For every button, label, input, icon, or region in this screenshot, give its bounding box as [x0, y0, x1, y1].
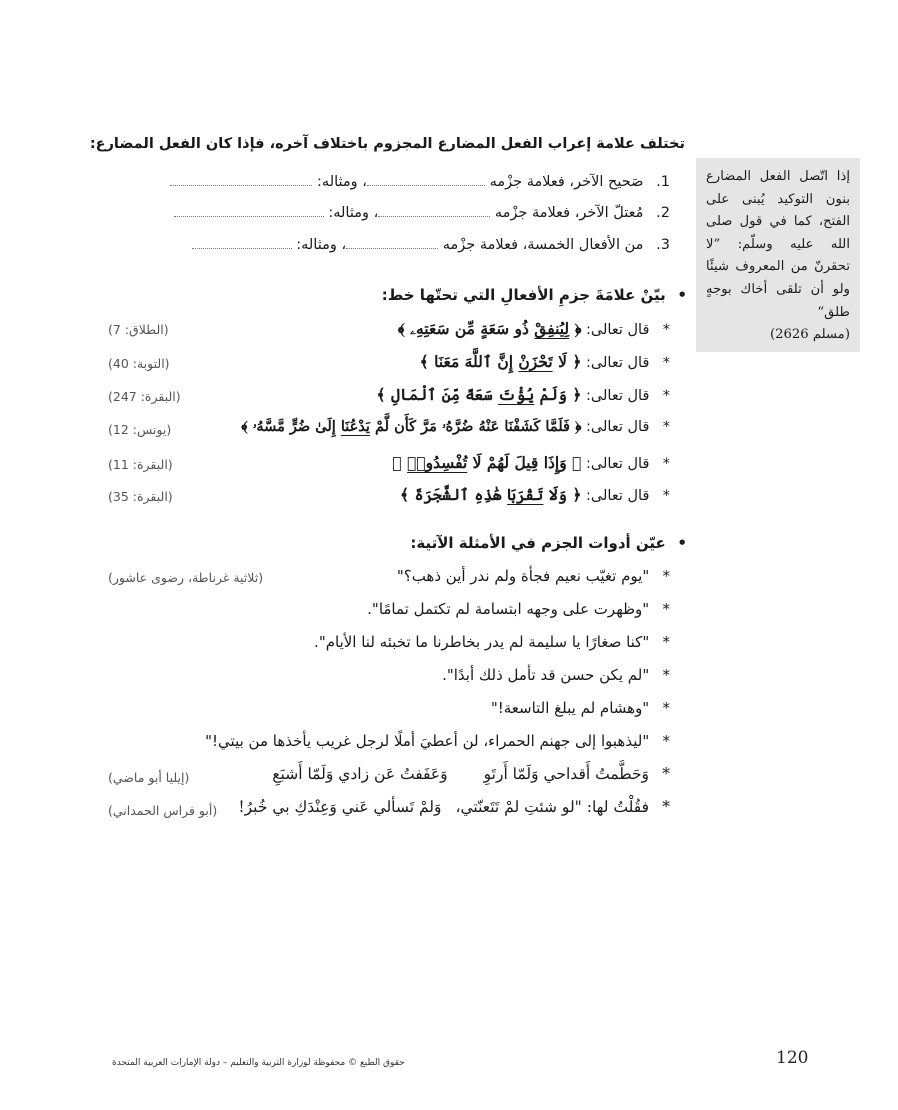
blank-line[interactable] — [346, 238, 438, 249]
underlined-verb: لِيُنفِقْ — [534, 319, 570, 338]
poem-second-hemistich: وَلمْ تَسألي عَني وَعِنْدَكِ بي خُبرُ! — [238, 798, 442, 816]
star-icon: * — [662, 732, 670, 750]
verse-prefix: قال تعالى: — [586, 355, 650, 371]
underlined-verb: يَدْعُنَا — [340, 418, 370, 435]
quote-row — [397, 567, 670, 585]
copyright-footer: حقوق الطبع © محفوظة لوزارة التربية والتعليم – دولة الإمارات العربية المتحدة — [112, 1058, 405, 1068]
blank-line[interactable] — [174, 206, 324, 217]
fill-row-mid: ، ومثاله: — [296, 237, 347, 253]
underlined-verb: تَقْرَبَا — [507, 485, 544, 504]
verse-ref: (البقرة: 11) — [108, 457, 173, 472]
bullet-icon: • — [677, 534, 687, 552]
star-icon: * — [662, 666, 670, 684]
verse-text: ﴿ وَلَا تَقْرَبَا هَٰذِهِ ٱلشَّجَرَةَ ﴾ — [400, 485, 582, 504]
quote-row — [205, 732, 670, 750]
verse-prefix: قال تعالى: — [586, 388, 650, 404]
star-icon: * — [662, 456, 670, 472]
underlined-verb: يُؤْتَ — [497, 385, 535, 404]
verse-ref: (البقرة: 247) — [108, 389, 181, 404]
intro-heading: تختلف علامة إعراب الفعل المضارع المجزوم باختلاف آخره، فإذا كان الفعل المضارع: — [89, 136, 685, 152]
verse-prefix: قال تعالى: — [586, 456, 650, 472]
verse-text: ﴿ وَلَمْ يُؤْتَ سَعَةً مِّنَ ٱلْمَالِ ﴾ — [376, 385, 582, 404]
verse-ref: (يونس: 12) — [108, 422, 172, 437]
verse-prefix: قال تعالى: — [586, 488, 650, 504]
section-1-heading — [382, 286, 687, 304]
bullet-icon: • — [677, 286, 687, 304]
fill-row-lead: مُعتلّ الآخر، فعلامة جزْمه — [494, 205, 644, 221]
verse-row-2 — [420, 352, 670, 371]
verse-row-5 — [392, 453, 670, 472]
star-icon: * — [662, 765, 670, 783]
poem-row — [238, 798, 670, 816]
fill-row-lead: صَحيح الآخر، فعلامة جزْمه — [489, 174, 644, 190]
fill-row-3 — [192, 237, 670, 253]
fill-row-mid: ، ومثاله: — [317, 174, 367, 190]
quote-text: "لم يكن حسن قد تأمل ذلك أبدًا". — [442, 666, 650, 684]
star-icon: * — [662, 567, 670, 585]
fill-row-lead: من الأفعال الخمسة، فعلامة جزْمه — [442, 237, 644, 253]
fill-row-1 — [170, 174, 670, 190]
quote-row — [314, 633, 670, 651]
verse-ref: (الطلاق: 7) — [108, 322, 169, 337]
quote-row — [491, 699, 670, 717]
sidebar-note-text: إذا اتّصل الفعل المضارع بنون التوكيد يُبنى على الفتح، كما في قول صلى الله عليه وسلّم: ”لا تحقرنّ من المعروف شيئًا ولو أن تلقى أخاك بوجهٍ طلق“ — [706, 169, 850, 320]
star-icon: * — [662, 699, 670, 717]
quote-text: "وهشام لم يبلغ التاسعة!" — [490, 699, 650, 717]
verse-ref: (البقرة: 35) — [108, 489, 173, 504]
poem-first-hemistich: وَحَطَّمتُ أَقداحي وَلَمّا أَرتَوِ — [483, 765, 650, 783]
fill-row-2 — [174, 205, 670, 221]
fill-row-number: 1. — [656, 174, 670, 190]
quote-ref: (ثلاثية غرناطة، رضوى عاشور) — [108, 570, 264, 585]
poem-first-hemistich: فقُلْتُ لها: "لو شئتِ لمْ تَتَعنّتي، — [455, 798, 650, 816]
star-icon: * — [662, 488, 670, 504]
quote-text: "يوم تغيّب نعيم فجأة ولم ندر أين ذهب؟" — [396, 567, 650, 585]
verse-text: ﴿ وَإِذَا قِيلَ لَهُمْ لَا تُفْسِدُوا۟ ﴾ — [392, 453, 582, 472]
star-icon: * — [662, 388, 670, 404]
verse-row-6 — [400, 485, 670, 504]
star-icon: * — [662, 419, 670, 435]
fill-row-number: 3. — [656, 237, 670, 253]
verse-text: ﴿ فَلَمَّا كَشَفْنَا عَنْهُ ضُرَّهُۥ مَرَّ كَأَن لَّمْ يَدْعُنَا إِلَىٰ ضُرٍّ مَّسَّهُۥ ﴾ — [241, 418, 582, 435]
section-2-heading-text: عيّن أدوات الجزم في الأمثلة الآتية: — [410, 534, 666, 552]
blank-line[interactable] — [367, 175, 485, 186]
blank-line[interactable] — [170, 175, 312, 186]
verse-row-4 — [241, 418, 670, 435]
star-icon: * — [662, 798, 670, 816]
verse-text: ﴿ لَا تَحْزَنْ إِنَّ ٱللَّهَ مَعَنَا ﴾ — [419, 352, 582, 371]
verse-prefix: قال تعالى: — [586, 322, 650, 338]
star-icon: * — [662, 600, 670, 618]
verse-ref: (التوبة: 40) — [108, 356, 170, 371]
underlined-verb: تَحْزَنْ — [518, 352, 553, 371]
page-number: 120 — [776, 1048, 809, 1068]
fill-row-number: 2. — [656, 205, 670, 221]
star-icon: * — [662, 633, 670, 651]
poem-row — [272, 765, 670, 783]
quote-row — [442, 666, 670, 684]
poem-second-hemistich: وَعَفَفتُ عَن زادي وَلَمّا أَشبَعِ — [272, 765, 448, 783]
verse-row-1 — [398, 319, 670, 339]
quote-row — [367, 600, 670, 618]
quote-text: "ليذهبوا إلى جهنم الحمراء، لن أعطيَ أملًا لرجل غريب يأخذها من بيتي!" — [205, 732, 650, 750]
sidebar-note — [696, 158, 860, 352]
star-icon: * — [662, 355, 670, 371]
poem-ref: (إيليا أبو ماضي) — [108, 770, 190, 785]
poem-ref: (أبو فراس الحمداني) — [108, 803, 218, 818]
section-2-heading — [410, 534, 687, 552]
underlined-verb: تُفْسِدُوا۟ — [407, 453, 468, 472]
verse-row-3 — [376, 385, 670, 404]
star-icon: * — [662, 322, 670, 338]
fill-row-mid: ، ومثاله: — [328, 205, 379, 221]
quote-text: "وظهرت على وجهه ابتسامة لم تكتمل تمامًا". — [367, 600, 650, 618]
quote-text: "كنا صغارًا يا سليمة لم يدر بخاطرنا ما تخبئه لنا الأيام". — [314, 633, 650, 651]
verse-text: ﴿ لِيُنفِقْ ذُو سَعَةٍ مِّن سَعَتِهِۦ ﴾ — [397, 319, 582, 338]
blank-line[interactable] — [192, 238, 292, 249]
section-1-heading-text: بيّنْ علامَةَ جزمِ الأفعالِ التي تحتّها خط: — [381, 286, 666, 304]
blank-line[interactable] — [378, 206, 490, 217]
sidebar-note-citation: (مسلم 2626) — [769, 327, 850, 343]
verse-prefix: قال تعالى: — [586, 419, 650, 435]
